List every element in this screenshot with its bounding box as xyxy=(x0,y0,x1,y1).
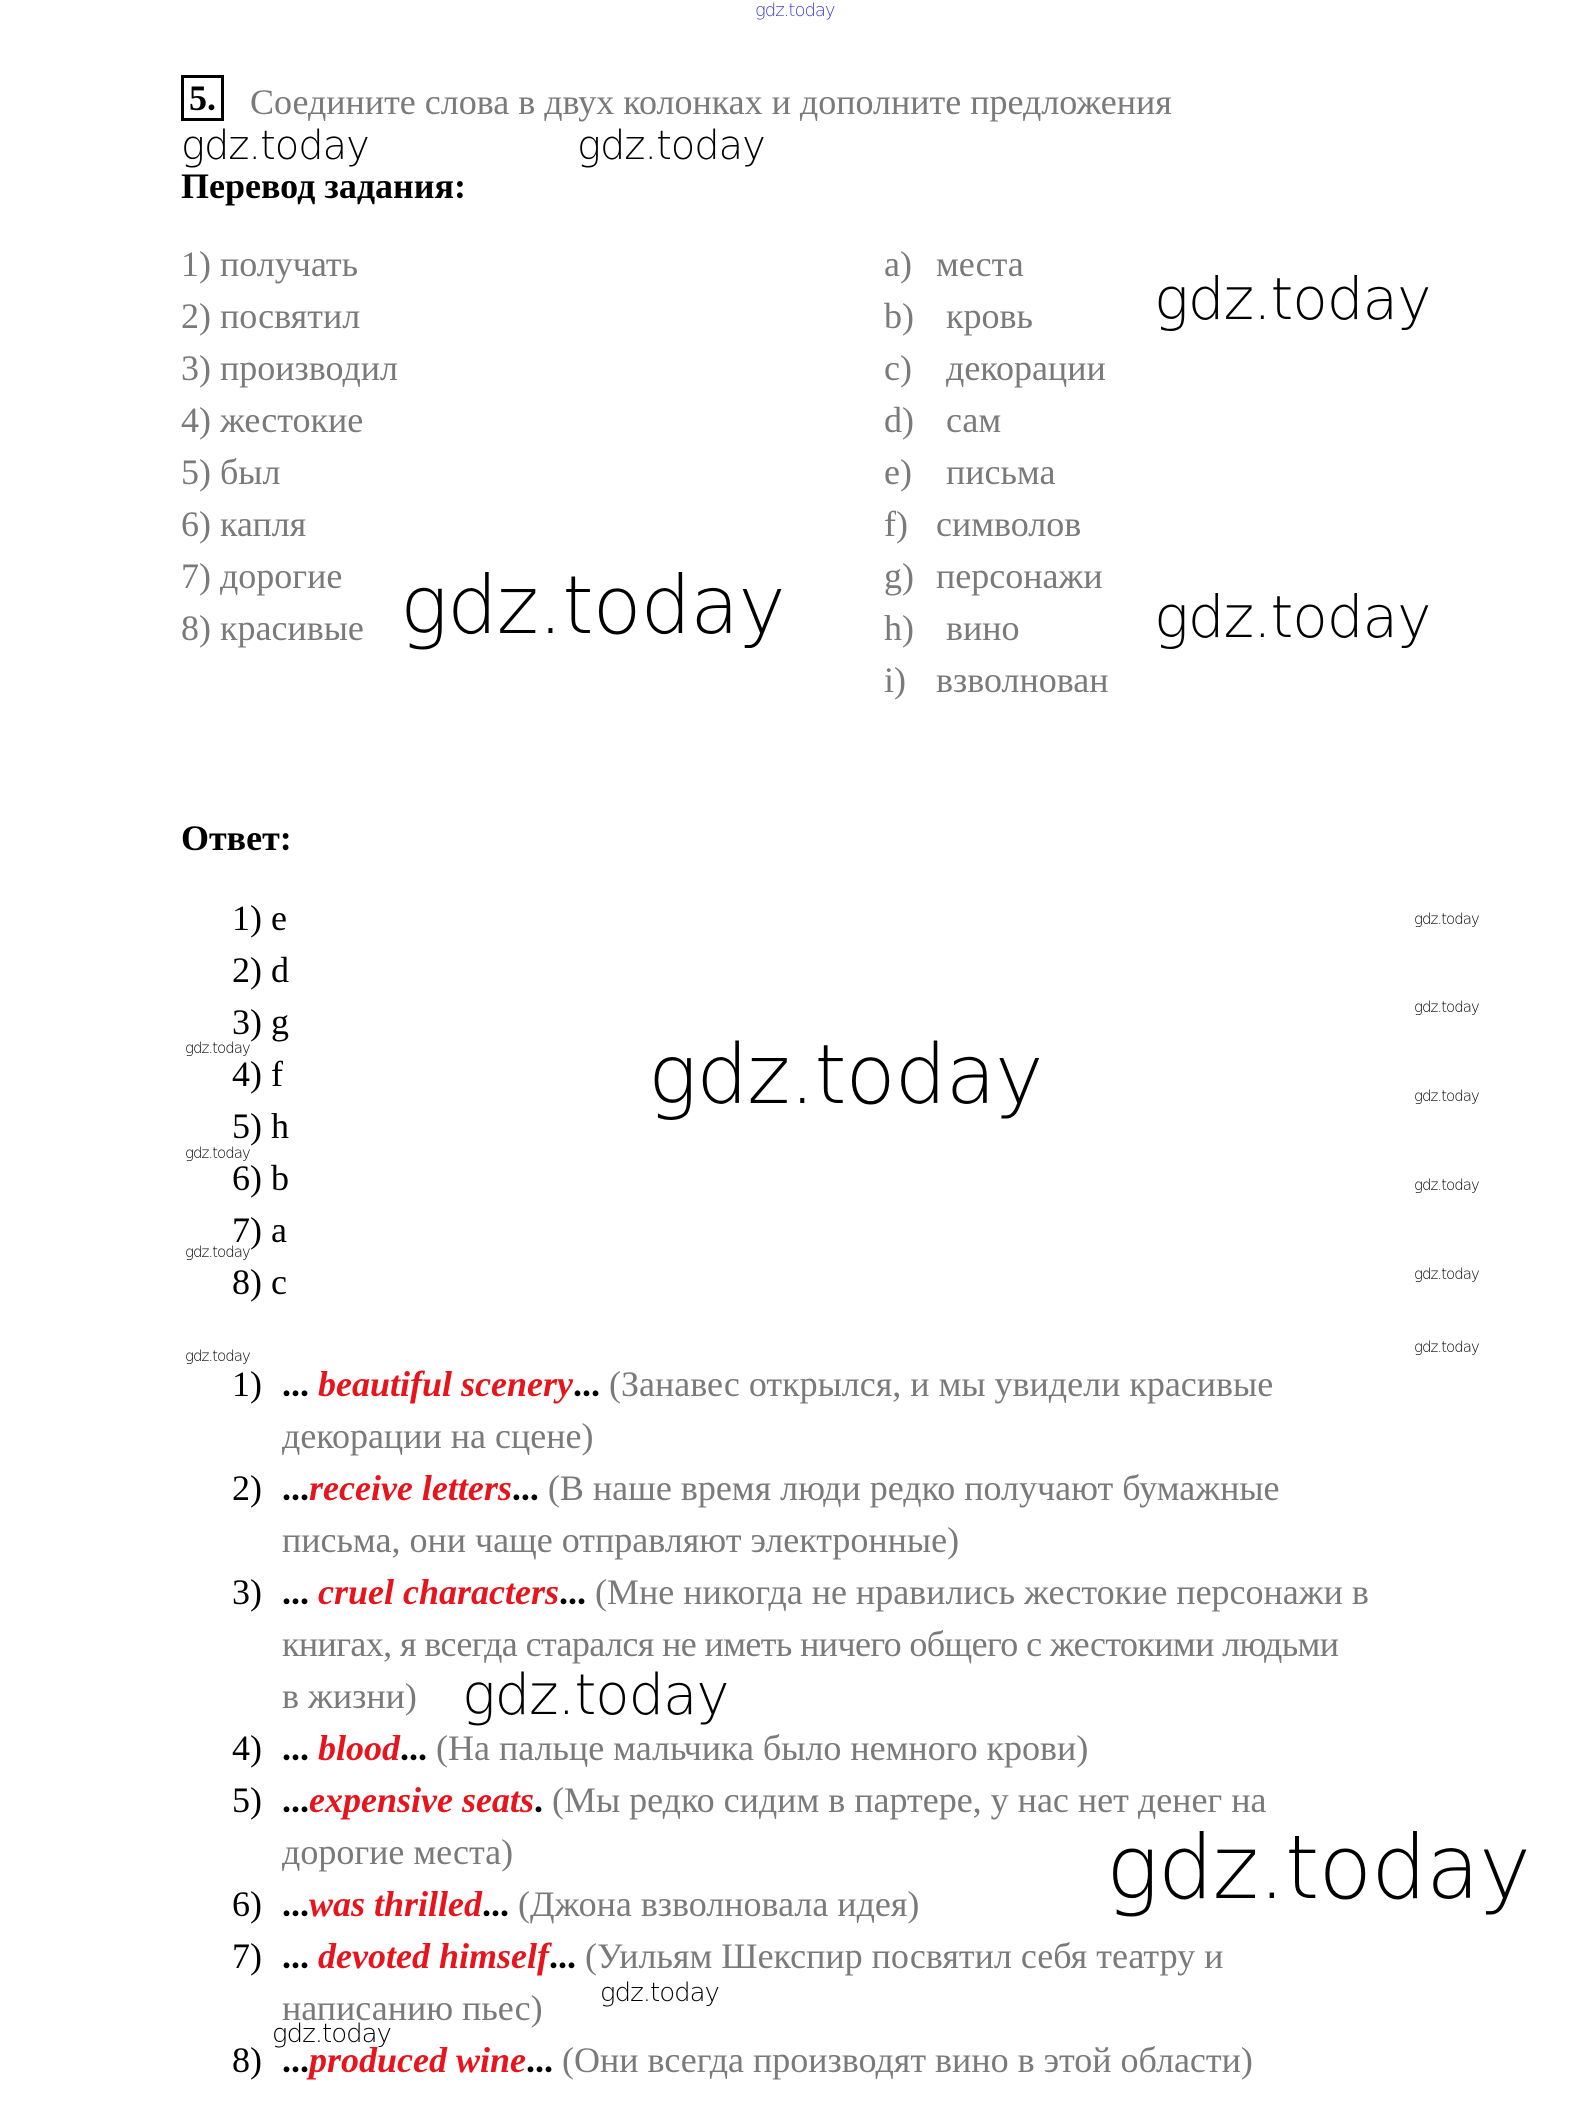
watermark: gdz.today xyxy=(1154,583,1431,651)
match-number: 2) xyxy=(232,950,262,990)
right-letter: g) xyxy=(884,556,914,596)
watermark: gdz.today xyxy=(1106,1816,1531,1919)
watermark: gdz.today xyxy=(185,1039,250,1057)
translation: (В наше время люди редко получают бумажные xyxy=(547,1468,1280,1508)
ellipsis: ... xyxy=(282,1468,309,1508)
match-number: 4) xyxy=(232,1054,262,1094)
translation: (Мы редко сидим в партере, у нас нет денег на xyxy=(551,1780,1267,1820)
sentence-number: 6) xyxy=(232,1884,262,1924)
watermark: gdz.today xyxy=(1154,265,1431,333)
ellipsis: ... xyxy=(548,1936,585,1976)
right-letter: e) xyxy=(884,452,912,492)
match-number: 5) xyxy=(232,1106,262,1146)
ellipsis: ... xyxy=(526,2040,563,2080)
sentence-line xyxy=(282,1886,919,1922)
match-letter: h xyxy=(271,1106,289,1146)
match-letter: d xyxy=(271,950,289,990)
right-word: персонажи xyxy=(936,556,1103,596)
match-item xyxy=(232,1108,289,1144)
ellipsis: ... xyxy=(282,1572,318,1612)
match-item xyxy=(232,952,289,988)
translation: (Занавес открылся, и мы увидели красивые xyxy=(608,1364,1274,1404)
ellipsis: ... xyxy=(572,1364,609,1404)
sentence-number: 1) xyxy=(232,1364,262,1404)
ellipsis: ... xyxy=(511,1468,548,1508)
watermark: gdz.today xyxy=(400,559,785,652)
translation: (Они всегда производят вино в этой области) xyxy=(562,2040,1253,2080)
watermark: gdz.today xyxy=(181,123,369,169)
sentence-number: 2) xyxy=(232,1468,262,1508)
watermark: gdz.today xyxy=(185,1144,250,1162)
sentence-line xyxy=(282,1782,1266,1818)
left-item: 8) красивые xyxy=(181,608,364,648)
answer-phrase: expensive seats xyxy=(309,1780,534,1820)
right-letter: h) xyxy=(884,608,914,648)
match-letter: g xyxy=(271,1002,289,1042)
right-letter: i) xyxy=(884,660,906,700)
ellipsis: ... xyxy=(400,1728,437,1768)
answer-phrase: cruel characters xyxy=(318,1572,559,1612)
translation: (На пальце мальчика было немного крови) xyxy=(436,1728,1089,1768)
watermark: gdz.today xyxy=(272,2019,391,2049)
match-item xyxy=(232,1004,289,1040)
watermark: gdz.today xyxy=(1414,910,1479,928)
ellipsis: ... xyxy=(282,1936,318,1976)
ellipsis: ... xyxy=(282,1364,318,1404)
match-letter: c xyxy=(271,1262,287,1302)
left-item: 3) производил xyxy=(181,348,399,388)
right-word: декорации xyxy=(946,348,1106,388)
match-number: 6) xyxy=(232,1158,262,1198)
answer-heading: Ответ: xyxy=(181,818,292,858)
right-letter: c) xyxy=(884,348,912,388)
match-letter: e xyxy=(271,898,287,938)
watermark: gdz.today xyxy=(600,1978,719,2008)
task-number-box: 5. xyxy=(181,75,224,121)
answer-phrase: was thrilled xyxy=(309,1884,483,1924)
translation-heading: Перевод задания: xyxy=(181,166,466,206)
top-watermark: gdz.today xyxy=(755,0,835,21)
match-number: 8) xyxy=(232,1262,262,1302)
right-word: кровь xyxy=(946,296,1033,336)
sentence-line xyxy=(282,1470,1280,1506)
right-word: сам xyxy=(946,400,1002,440)
match-number: 1) xyxy=(232,898,262,938)
sentence-line: письма, они чаще отправляют электронные) xyxy=(282,1520,960,1560)
watermark: gdz.today xyxy=(648,1028,1043,1123)
match-item xyxy=(232,900,287,936)
right-word: взволнован xyxy=(936,660,1109,700)
ellipsis: ... xyxy=(282,1884,309,1924)
answer-phrase: blood xyxy=(318,1728,401,1768)
right-word: символов xyxy=(936,504,1082,544)
match-letter: b xyxy=(271,1158,289,1198)
right-letter: b) xyxy=(884,296,914,336)
sentence-line xyxy=(282,1574,1369,1610)
left-item: 6) капля xyxy=(181,504,307,544)
translation: (Джона взволновала идея) xyxy=(518,1884,920,1924)
left-item: 2) посвятил xyxy=(181,296,361,336)
answer-phrase: receive letters xyxy=(309,1468,512,1508)
match-letter: f xyxy=(271,1054,283,1094)
answer-phrase: beautiful scenery xyxy=(318,1364,573,1404)
right-word: письма xyxy=(946,452,1056,492)
sentence-line xyxy=(282,1938,1223,1974)
sentence-number: 7) xyxy=(232,1936,262,1976)
ellipsis: ... xyxy=(282,2040,309,2080)
answer-phrase: devoted himself xyxy=(318,1936,549,1976)
ellipsis: ... xyxy=(282,1728,318,1768)
right-letter: f) xyxy=(884,504,908,544)
match-letter: a xyxy=(271,1210,287,1250)
sentence-number: 4) xyxy=(232,1728,262,1768)
match-number: 7) xyxy=(232,1210,262,1250)
translation: (Уильям Шекспир посвятил себя театру и xyxy=(584,1936,1224,1976)
sentence-line xyxy=(282,2042,1253,2078)
sentence-line: дорогие места) xyxy=(282,1832,514,1872)
right-letter: d) xyxy=(884,400,914,440)
sentence-number: 3) xyxy=(232,1572,262,1612)
watermark: gdz.today xyxy=(1414,998,1479,1016)
right-word: места xyxy=(936,244,1024,284)
sentence-line: декорации на сцене) xyxy=(282,1416,594,1456)
match-item xyxy=(232,1264,287,1300)
translation: (Мне никогда не нравились жестокие персонажи в xyxy=(594,1572,1369,1612)
watermark: gdz.today xyxy=(1414,1265,1479,1283)
left-item: 4) жестокие xyxy=(181,400,364,440)
sentence-line: книгах, я всегда старался не иметь ничего общего с жестокими людьми xyxy=(282,1624,1339,1664)
watermark: gdz.today xyxy=(1414,1087,1479,1105)
sentence-line: написанию пьес) xyxy=(282,1988,543,2028)
watermark: gdz.today xyxy=(462,1663,729,1728)
task-title: Соедините слова в двух колонках и дополните предложения xyxy=(250,82,1172,122)
watermark: gdz.today xyxy=(1414,1338,1479,1356)
match-item xyxy=(232,1160,289,1196)
sentence-line xyxy=(282,1366,1273,1402)
match-number: 3) xyxy=(232,1002,262,1042)
ellipsis: ... xyxy=(558,1572,595,1612)
sentence-number: 5) xyxy=(232,1780,262,1820)
match-item xyxy=(232,1056,283,1092)
right-letter: a) xyxy=(884,244,912,284)
left-item: 1) получать xyxy=(181,244,359,284)
ellipsis: ... xyxy=(482,1884,519,1924)
watermark: gdz.today xyxy=(185,1347,250,1365)
sentence-number: 8) xyxy=(232,2040,262,2080)
ellipsis: . xyxy=(533,1780,552,1820)
watermark: gdz.today xyxy=(577,123,765,169)
watermark: gdz.today xyxy=(1414,1176,1479,1194)
sentence-line: в жизни) xyxy=(282,1676,417,1716)
left-item: 7) дорогие xyxy=(181,556,343,596)
right-word: вино xyxy=(946,608,1020,648)
task-number xyxy=(181,80,224,116)
sentence-line xyxy=(282,1730,1088,1766)
answer-phrase: produced wine xyxy=(309,2040,527,2080)
ellipsis: ... xyxy=(282,1780,309,1820)
left-item: 5) был xyxy=(181,452,281,492)
watermark: gdz.today xyxy=(185,1243,250,1261)
